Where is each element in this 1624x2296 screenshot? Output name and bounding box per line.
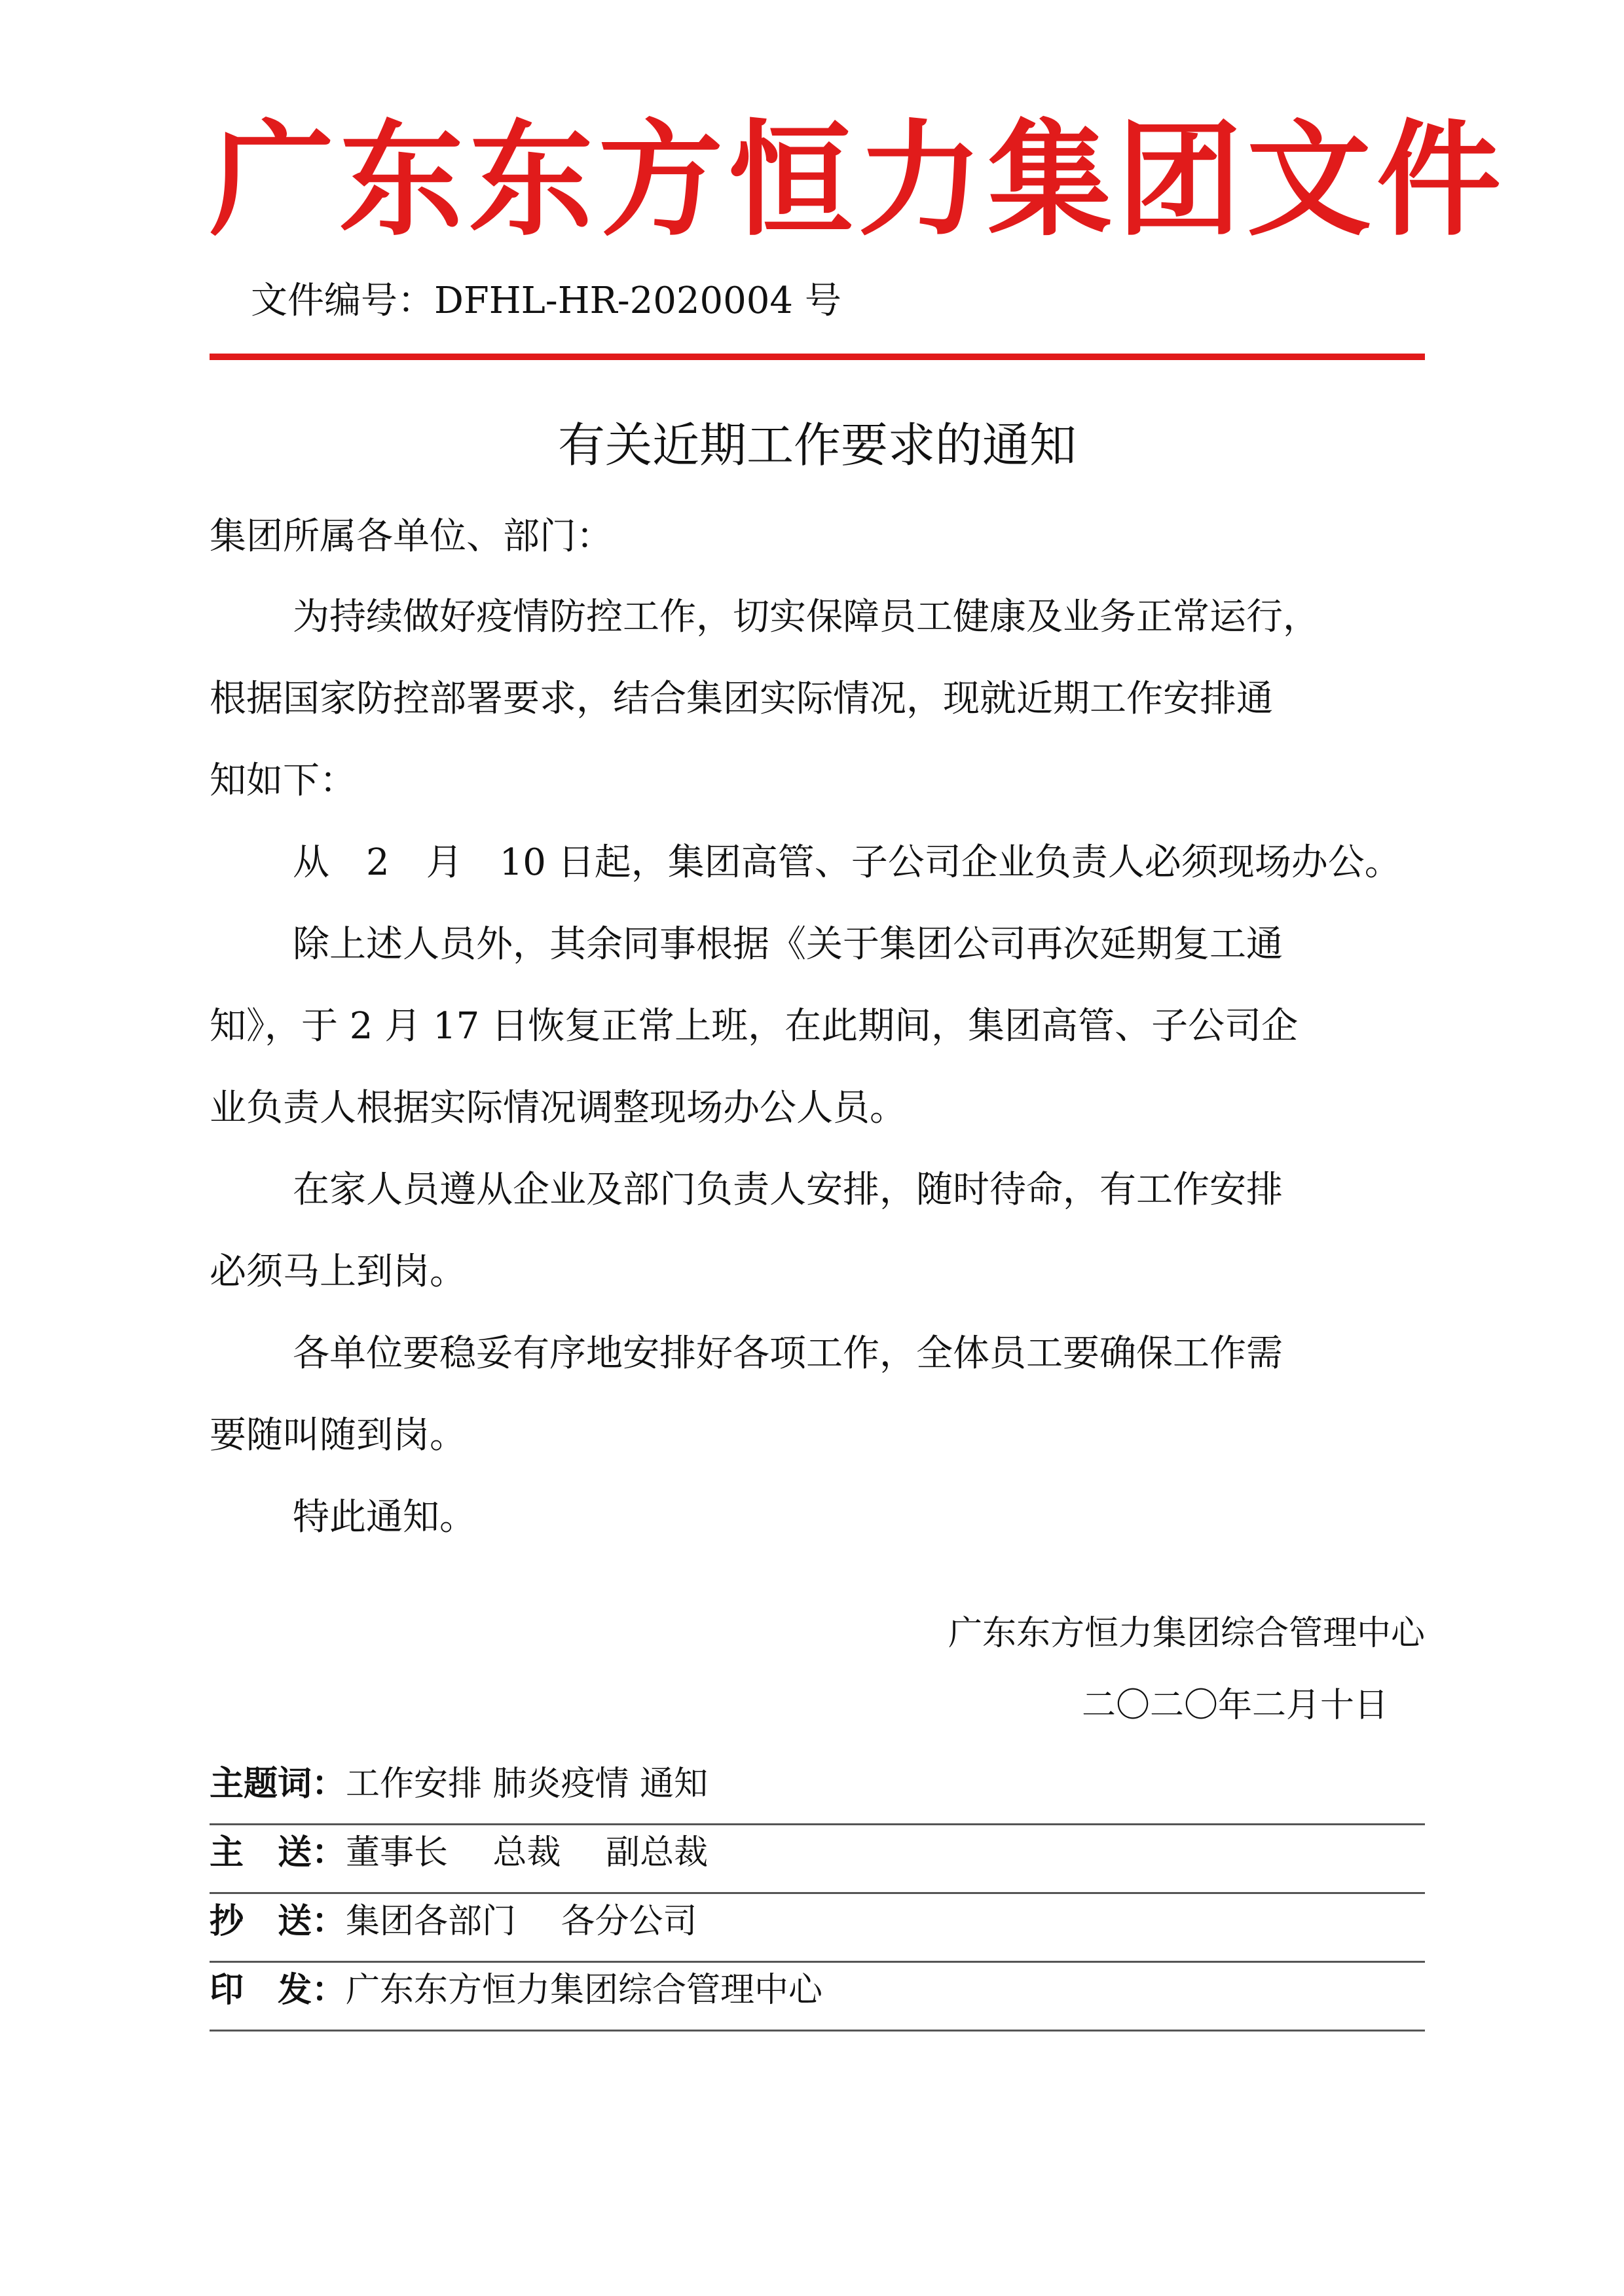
main-recipients-label: 主 送： xyxy=(210,1833,346,1872)
paragraph-line: 除上述人员外，其余同事根据《关于集团公司再次延期复工通 xyxy=(293,923,1283,966)
signature-organization: 广东东方恒力集团综合管理中心 xyxy=(948,1614,1425,1653)
cc-recipients-row xyxy=(210,1892,1425,1963)
paragraph-line: 从 2 月 10 日起，集团高管、子公司企业负责人必须现场办公。 xyxy=(293,841,1401,884)
document-header-title: 广东东方恒力集团文件 xyxy=(210,107,1507,253)
header-divider xyxy=(210,354,1425,360)
paragraph-4 xyxy=(210,1149,1425,1313)
paragraph-line: 业负责人根据实际情况调整现场办公人员。 xyxy=(210,1087,906,1129)
signature-date: 二〇二〇年二月十日 xyxy=(1081,1686,1388,1725)
paragraph-line: 知》，于 2 月 17 日恢复正常上班，在此期间，集团高管、子公司企 xyxy=(210,1005,1299,1048)
paragraph-6 xyxy=(210,1476,1425,1558)
issued-by-value: 广东东方恒力集团综合管理中心 xyxy=(346,1971,823,2010)
paragraph-line: 知如下： xyxy=(210,759,356,802)
cc-recipients-value: 集团各部门 各分公司 xyxy=(346,1902,697,1941)
salutation: 集团所属各单位、部门： xyxy=(210,515,613,558)
notice-title: 有关近期工作要求的通知 xyxy=(557,418,1077,473)
paragraph-line: 为持续做好疫情防控工作，切实保障员工健康及业务正常运行， xyxy=(293,596,1320,638)
main-recipients-row xyxy=(210,1823,1425,1894)
paragraph-5 xyxy=(210,1313,1425,1476)
keywords-row xyxy=(210,1755,1425,1825)
issued-by-label: 印 发： xyxy=(210,1971,346,2010)
keywords-value: 工作安排 肺炎疫情 通知 xyxy=(346,1764,709,1804)
paragraph-line: 特此通知。 xyxy=(293,1496,476,1539)
paragraph-line: 在家人员遵从企业及部门负责人安排，随时待命，有工作安排 xyxy=(293,1169,1283,1211)
paragraph-3 xyxy=(210,903,1425,1149)
issued-by-row xyxy=(210,1961,1425,2032)
main-recipients-value: 董事长 总裁 副总裁 xyxy=(346,1833,709,1872)
document-number: 文件编号：DFHL-HR-2020004 号 xyxy=(251,280,841,322)
cc-recipients-label: 抄 送： xyxy=(210,1902,346,1941)
paragraph-line: 必须马上到岗。 xyxy=(210,1250,466,1293)
paragraph-1 xyxy=(210,576,1425,822)
paragraph-2 xyxy=(210,822,1425,903)
keywords-label: 主题词： xyxy=(210,1764,346,1804)
paragraph-line: 要随叫随到岗。 xyxy=(210,1414,466,1457)
paragraph-line: 各单位要稳妥有序地安排好各项工作，全体员工要确保工作需 xyxy=(293,1332,1283,1375)
paragraph-line: 根据国家防控部署要求，结合集团实际情况，现就近期工作安排通 xyxy=(210,678,1273,720)
